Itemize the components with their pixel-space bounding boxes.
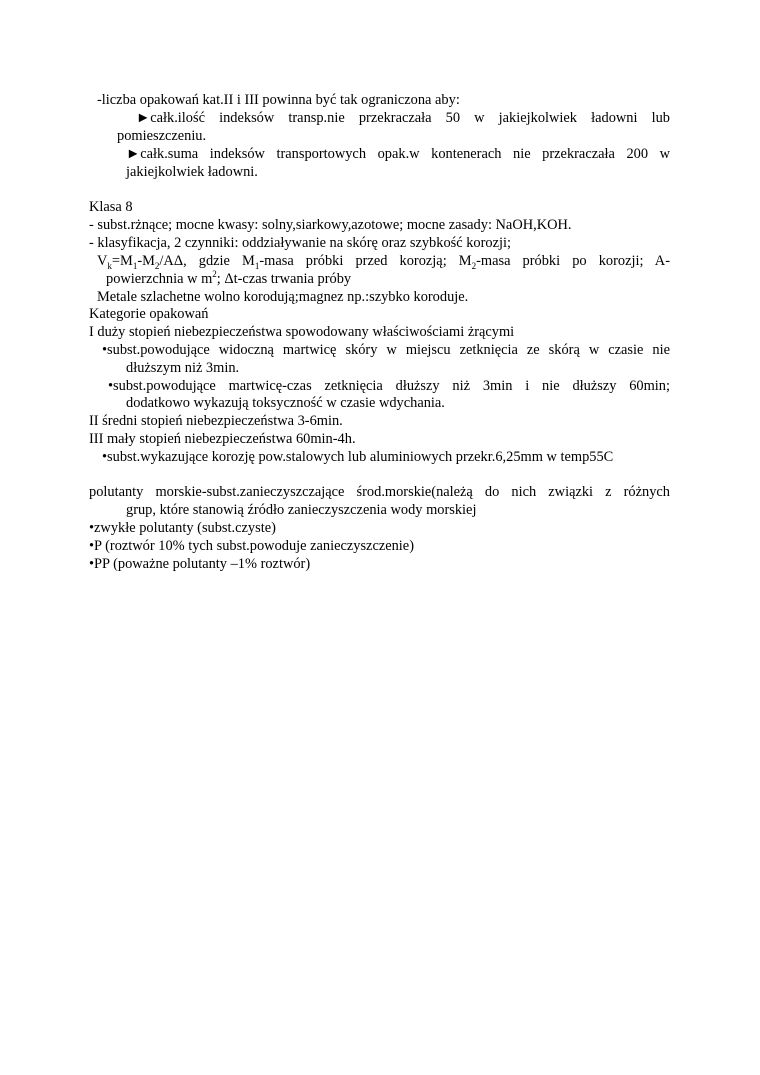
bullet-item: •PP (poważne polutanty –1% roztwór) — [89, 556, 311, 572]
text-line: - subst.rżnące; mocne kwasy: solny,siarkowy,azotowe; mocne zasady: NaOH,KOH. — [89, 217, 572, 233]
text-line: dodatkowo wykazują toksyczność w czasie wdychania. — [126, 395, 445, 411]
text-line: polutanty morskie-subst.zanieczyszczające środ.morskie(należą do nich związki z różnych — [89, 484, 670, 500]
text-line: I duży stopień niebezpieczeństwa spowodowany właściwościami żrącymi — [89, 324, 515, 340]
bullet-item: •P (roztwór 10% tych subst.powoduje zanieczyszczenie) — [89, 538, 414, 554]
text-line: ►całk.suma indeksów transportowych opak.w kontenerach nie przekraczała 200 w — [126, 146, 670, 162]
section-heading: Kategorie opakowań — [89, 306, 209, 322]
text-line: - klasyfikacja, 2 czynniki: oddziaływanie na skórę oraz szybkość korozji; — [89, 235, 511, 251]
bullet-item: •subst.powodujące widoczną martwicę skóry w miejscu zetknięcia ze skórą w czasie nie — [102, 342, 670, 358]
formula-line: $V_k=M_1-M_2/A\Delta$, gdzie $M_1$-masa próbki przed korozją; $M_2$-masa próbki po korozji; A- — [97, 253, 670, 271]
section-heading: Klasa 8 — [89, 199, 133, 215]
bullet-item: •zwykłe polutanty (subst.czyste) — [89, 520, 276, 536]
text-line: -liczba opakowań kat.II i III powinna być tak ograniczona aby: — [97, 92, 460, 108]
bullet-item: •subst.powodujące martwicę-czas zetknięcia dłuższy niż 3min i nie dłuższy 60min; — [108, 378, 670, 394]
text-line: grup, które stanowią źródło zanieczyszczenia wody morskiej — [126, 502, 477, 518]
text-line: III mały stopień niebezpieczeństwa 60min-4h. — [89, 431, 356, 447]
text-line: ►całk.ilość indeksów transp.nie przekraczała 50 w jakiejkolwiek ładowni lub — [136, 110, 670, 126]
text-line: dłuższym niż 3min. — [126, 360, 240, 376]
text-line: II średni stopień niebezpieczeństwa 3-6min. — [89, 413, 343, 429]
text-line: Metale szlachetne wolno korodują;magnez np.:szybko koroduje. — [97, 289, 469, 305]
text-line: jakiejkolwiek ładowni. — [126, 164, 258, 180]
text-line: powierzchnia w $m^2$; Δt-czas trwania próby — [106, 269, 352, 287]
bullet-item: •subst.wykazujące korozję pow.stalowych lub aluminiowych przekr.6,25mm w temp55C — [102, 449, 614, 465]
text-line: pomieszczeniu. — [117, 128, 207, 144]
